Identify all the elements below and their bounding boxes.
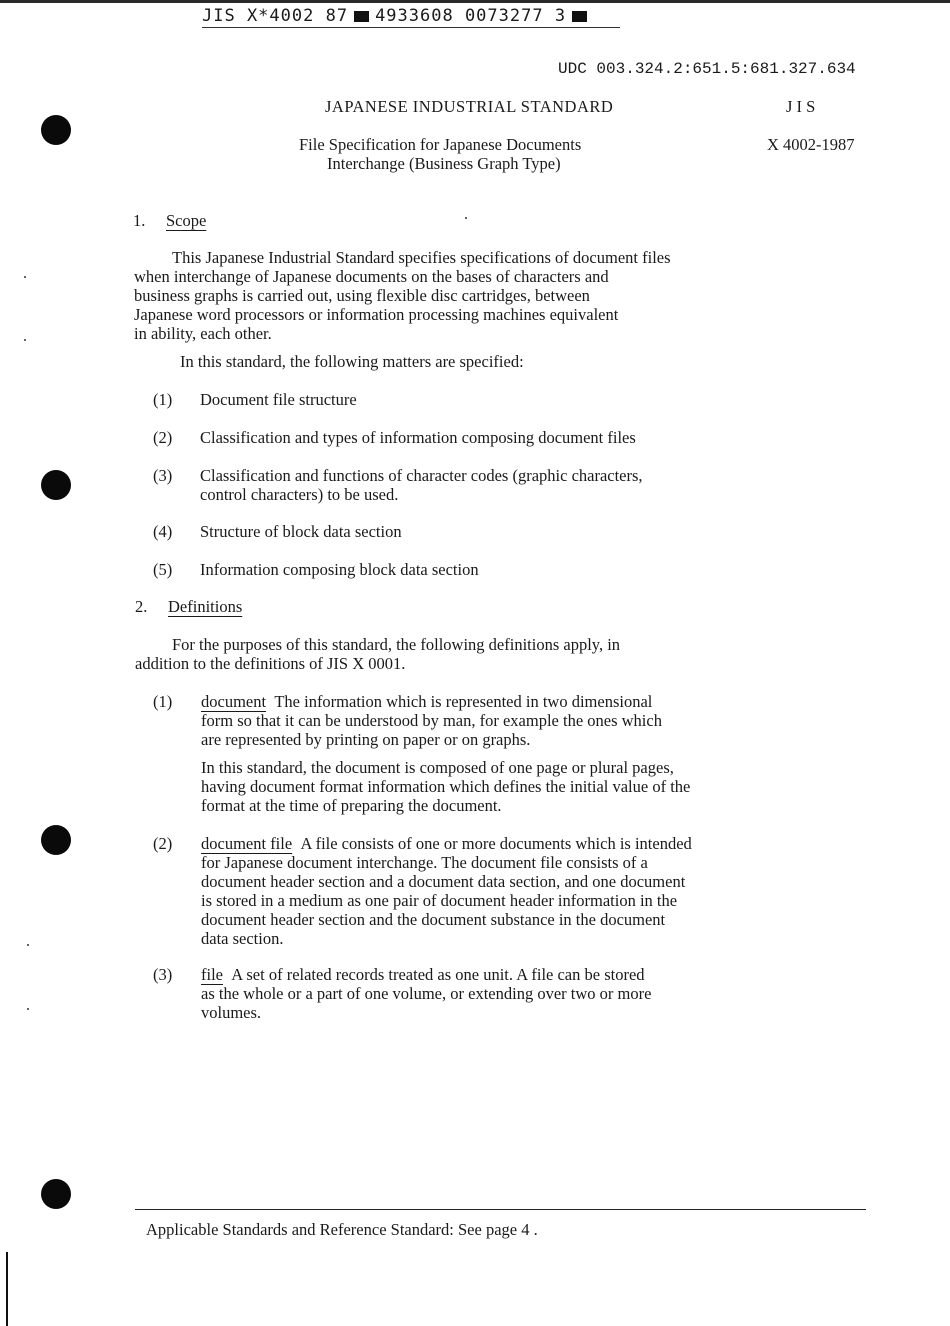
definition-first-line [201,834,692,853]
scan-speck [27,944,29,946]
definition-term: document file [201,834,293,853]
definition-text: having document format information which defines the initial value of the [201,777,691,796]
section1-title: Scope [166,211,207,230]
section2-intro-line: addition to the definitions of JIS X 0001. [135,654,406,673]
definition-text: format at the time of preparing the document. [201,796,502,815]
scope-item-number: (3) [153,466,173,485]
scope-item-number: (4) [153,522,173,541]
section1-para1-line: business graphs is carried out, using flexible disc cartridges, between [134,286,590,305]
definition-text: A set of related records treated as one unit. A file can be stored [231,965,645,984]
definition-first-line [201,965,645,984]
definition-number: (1) [153,692,173,711]
scan-speck [24,339,26,341]
barcode-block [354,11,369,22]
section1-para1-line: when interchange of Japanese documents on the bases of characters and [134,267,609,286]
section1-para1-line: This Japanese Industrial Standard specifies specifications of document files [172,248,671,267]
definition-text: form so that it can be understood by man, for example the ones which [201,711,662,730]
scope-item-number: (1) [153,390,173,409]
scan-speck [465,217,467,219]
scope-item-text: Structure of block data section [200,522,402,541]
section1-para1-line: Japanese word processors or information processing machines equivalent [134,305,619,324]
udc-number: UDC 003.324.2:651.5:681.327.634 [558,60,856,78]
doc-title-line1: File Specification for Japanese Documents [299,135,582,154]
punch-hole [41,115,71,145]
scope-item-number: (2) [153,428,173,447]
definition-first-line [201,692,652,711]
definition-term: file [201,965,223,984]
definition-number: (2) [153,834,173,853]
punch-hole [41,470,71,500]
scope-item-text: Information composing block data section [200,560,479,579]
section2-number: 2. [135,597,148,616]
section1-para1-line: in ability, each other. [134,324,272,343]
footer-note: Applicable Standards and Reference Standard: See page 4 . [146,1220,538,1239]
scan-speck [24,276,26,278]
definition-text: document header section and a document data section, and one document [201,872,686,891]
definition-term: document [201,692,267,711]
scope-item-text: control characters) to be used. [200,485,399,504]
jis-mark: J I S [786,97,816,116]
definition-text: is stored in a medium as one pair of document header information in the [201,891,678,910]
header-code-rule [202,27,620,28]
definition-text: The information which is represented in two dimensional [274,692,653,711]
section1-number: 1. [133,211,146,230]
scope-item-text: Document file structure [200,390,357,409]
definition-text: document header section and the document substance in the document [201,910,666,929]
scan-speck [27,1008,29,1010]
barcode-block [572,11,587,22]
scan-edge-bar [6,1252,8,1326]
definition-text: volumes. [201,1003,262,1022]
definition-number: (3) [153,965,173,984]
top-edge-line [0,0,950,3]
punch-hole [41,825,71,855]
footer-rule [135,1209,866,1210]
definition-text: In this standard, the document is composed of one page or plural pages, [201,758,674,777]
doc-title-line2: Interchange (Business Graph Type) [327,154,561,173]
punch-hole [41,1179,71,1209]
scope-item-text: Classification and types of information composing document files [200,428,636,447]
header-code-part1: JIS X*4002 87 [202,6,349,26]
section2-intro-line: For the purposes of this standard, the following definitions apply, in [172,635,621,654]
section1-para2: In this standard, the following matters are specified: [180,352,524,371]
header-code-part2: 4933608 0073277 3 [375,6,567,26]
standard-type: JAPANESE INDUSTRIAL STANDARD [325,97,614,116]
definition-text: as the whole or a part of one volume, or extending over two or more [201,984,652,1003]
definition-text: for Japanese document interchange. The document file consists of a [201,853,648,872]
definition-text: A file consists of one or more documents which is intended [300,834,692,853]
section2-title: Definitions [168,597,243,616]
scope-item-number: (5) [153,560,173,579]
doc-number: X 4002-1987 [767,135,855,154]
header-code [202,7,593,26]
definition-text: are represented by printing on paper or on graphs. [201,730,531,749]
scope-item-text: Classification and functions of character codes (graphic characters, [200,466,643,485]
definition-text: data section. [201,929,284,948]
